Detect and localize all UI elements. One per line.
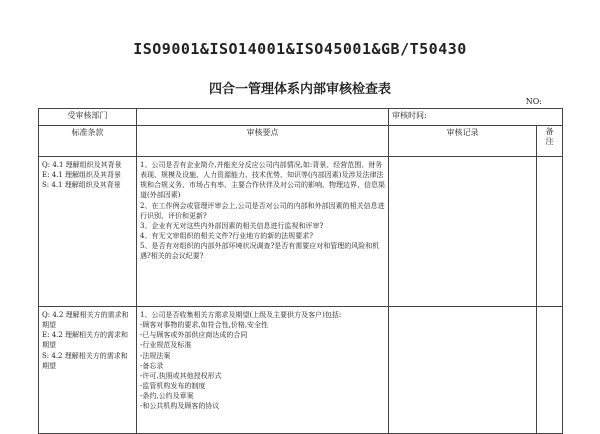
header-row [39,126,563,157]
point-line: 1、公司是否收集相关方需求及期望(上级及主要供方及客户)包括: [140,311,342,319]
col-note-char-2: 注 [545,136,554,146]
point-line: 3、企业有无对这些内外部因素的相关信息进行监视和评审? [140,221,324,230]
clause-line: E: 4.2 理解相关方的需求和期望 [42,331,129,350]
audited-dept-label: 受审核部门 [39,109,137,126]
dept-row [39,109,563,126]
clause-line: S: 4.1 理解组织及其背景 [42,181,121,190]
clause-cell [39,307,137,434]
point-line: -和公共机构及顾客的协议 [140,402,220,411]
point-line: -行业规范及标准 [140,341,192,350]
point-line: -法规法案 [140,351,171,360]
clause-line: Q: 4.1 理解组织及其背景 [42,161,122,169]
point-line: -已与顾客或外部供应商达成的合同 [140,331,248,340]
clause-line: S: 4.2 理解相关方的需求和期望 [42,351,128,370]
point-line: 2、在工作例会或管理评审会上,公司是否对公司的内部和外部因素的相关信息进行识别、评价和更新? [140,201,385,220]
points-cell [137,307,389,434]
col-clause: 标准条款 [39,126,137,157]
point-line: -条约,公约及章案 [140,392,194,401]
audit-time-label[interactable]: 审核时间: [389,109,563,126]
table-row [39,307,563,434]
form-title: 四合一管理体系内部审核检查表 [208,82,391,97]
points-cell [137,157,389,307]
record-cell[interactable] [389,307,537,434]
standards-title: ISO9001&ISO14001&ISO45001&GB/T50430 [133,40,467,58]
col-record: 审核记录 [389,126,537,157]
clause-line: E: 4.1 理解组织及其背景 [42,171,122,180]
col-points: 审核要点 [137,126,389,157]
audited-dept-value[interactable] [137,109,389,126]
point-line: 4、有无文审组织的相关文件?行业地方的新的法规要求? [140,231,313,240]
doc-number: NO: [525,97,542,106]
point-line: -备忘录 [140,361,164,370]
col-note-char-1: 备 [545,127,554,136]
table-row [39,157,563,307]
audit-checklist-table [38,108,563,434]
note-cell[interactable] [537,307,563,434]
record-cell[interactable] [389,157,537,307]
point-line: -许可,执照或其他授权形式 [140,371,222,380]
note-cell[interactable] [537,157,563,307]
point-line: 1、公司是否有企业简介,并能充分反应公司内部情况,如:背景、经营范围、财务表现、规模及设施、人力资源能力、技术优势、知识等(内部因素)及涉及法律法规和合规义务、市场占有率、主要合作伙伴及对公司的影响、物理边界、信息渠道(外部因素) [140,161,385,200]
point-line: 5、是否有对组织的内部外部环境状况调查?是否有需要应对和管理的风险和机遇?相关的会议纪要? [140,242,380,261]
clause-line: Q: 4.2 理解相关方的需求和期望 [42,311,129,330]
col-note [537,126,563,157]
point-line: -监管机构发布的制度 [140,381,206,390]
point-line: -顾客对事物的要求,如符合性,价格,安全性 [140,321,269,330]
clause-cell [39,157,137,307]
